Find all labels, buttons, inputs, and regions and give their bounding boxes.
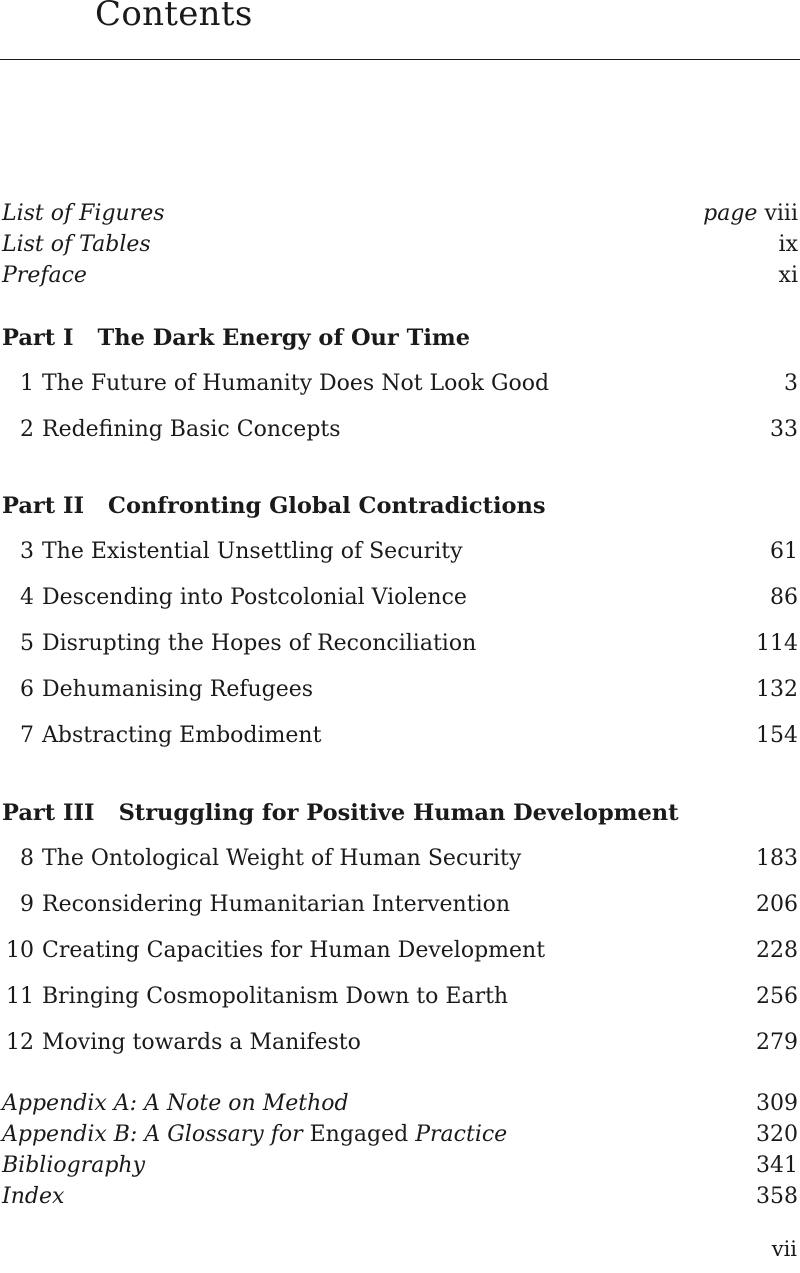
toc-chapter-10[interactable] [2,937,798,965]
page-title: Contents [95,0,253,34]
toc-entry-page: ix [778,232,798,257]
chapter-page: 61 [770,539,798,564]
chapter-page: 279 [756,1030,798,1055]
part-heading-3 [2,799,798,827]
chapter-title: Dehumanising Refugees [42,677,314,702]
chapter-number: 12 [6,1030,34,1055]
part-number: Part III [2,800,95,826]
toc-chapter-11[interactable] [2,983,798,1011]
toc-entry-label: Preface [2,263,87,288]
part-heading-2 [2,492,798,520]
toc-entry-appendix-a[interactable] [2,1090,798,1118]
chapter-number: 3 [20,539,34,564]
toc-entry-label: List of Figures [2,201,165,226]
chapter-number: 1 [20,371,34,396]
chapter-page: 114 [756,631,798,656]
toc-chapter-4[interactable] [2,584,798,612]
chapter-title: Descending into Postcolonial Violence [42,585,467,610]
chapter-page: 86 [770,585,798,610]
chapter-page: 228 [756,938,798,963]
toc-entry-bibliography[interactable] [2,1152,798,1180]
chapter-title: Redefining Basic Concepts [42,417,341,442]
toc-entry-page: 320 [756,1122,798,1147]
chapter-title: Reconsidering Humanitarian Intervention [42,892,511,917]
page-prefix: page [703,201,758,226]
toc-chapter-9[interactable] [2,891,798,919]
chapter-number: 8 [20,846,34,871]
toc-entry-page: 341 [756,1153,798,1178]
toc-chapter-5[interactable] [2,630,798,658]
chapter-number: 4 [20,585,34,610]
toc-entry-label: Index [2,1184,65,1209]
part-number: Part II [2,493,85,519]
label-part-c: Practice [408,1122,508,1147]
toc-chapter-1[interactable] [2,370,798,398]
chapter-number: 9 [20,892,34,917]
chapter-number: 6 [20,677,34,702]
page-number: viii [764,201,798,226]
chapter-title: The Future of Humanity Does Not Look Good [42,371,550,396]
chapter-title: Disrupting the Hopes of Reconciliation [42,631,477,656]
toc-entry-page: xi [778,263,798,288]
chapter-number: 11 [6,984,34,1009]
part-number: Part I [2,325,74,351]
chapter-page: 154 [756,723,798,748]
chapter-title: Moving towards a Manifesto [42,1030,361,1055]
toc-entry-list-of-figures[interactable] [2,200,798,228]
chapter-page: 33 [770,417,798,442]
chapter-page: 3 [784,371,798,396]
chapter-number: 10 [6,938,34,963]
label-part-b: Engaged [309,1122,409,1147]
toc-entry-page: 309 [756,1091,798,1116]
toc-entry-label: List of Tables [2,232,151,257]
toc-chapter-6[interactable] [2,676,798,704]
chapter-page: 256 [756,984,798,1009]
toc-chapter-7[interactable] [2,722,798,750]
chapter-number: 5 [20,631,34,656]
toc-entry-page: 358 [756,1184,798,1209]
chapter-page: 183 [756,846,798,871]
toc-entry-label: Appendix A: A Note on Method [2,1091,349,1116]
chapter-title: The Existential Unsettling of Security [42,539,463,564]
chapter-page: 132 [756,677,798,702]
toc-chapter-3[interactable] [2,538,798,566]
toc-entry-label [2,1121,756,1149]
part-title: Struggling for Positive Human Development [118,800,679,826]
page-folio: vii [771,1237,797,1261]
toc-entry-index[interactable] [2,1183,798,1211]
chapter-title: Abstracting Embodiment [42,723,322,748]
toc-entry-appendix-b[interactable] [2,1121,798,1149]
toc-entry-page [703,200,798,228]
toc-chapter-12[interactable] [2,1029,798,1057]
chapter-title: Creating Capacities for Human Development [42,938,546,963]
toc-entry-label: Bibliography [2,1153,145,1178]
chapter-number: 2 [20,417,34,442]
part-title: Confronting Global Contradictions [108,493,546,519]
chapter-page: 206 [756,892,798,917]
chapter-title: Bringing Cosmopolitanism Down to Earth [42,984,509,1009]
part-title: The Dark Energy of Our Time [97,325,471,351]
part-heading-1 [2,324,798,352]
title-rule [0,59,800,60]
label-part-a: Appendix B: A Glossary for [2,1122,310,1147]
toc-chapter-2[interactable] [2,416,798,444]
toc-chapter-8[interactable] [2,845,798,873]
toc-entry-preface[interactable] [2,262,798,290]
toc-entry-list-of-tables[interactable] [2,231,798,259]
chapter-title: The Ontological Weight of Human Security [42,846,522,871]
chapter-number: 7 [20,723,34,748]
